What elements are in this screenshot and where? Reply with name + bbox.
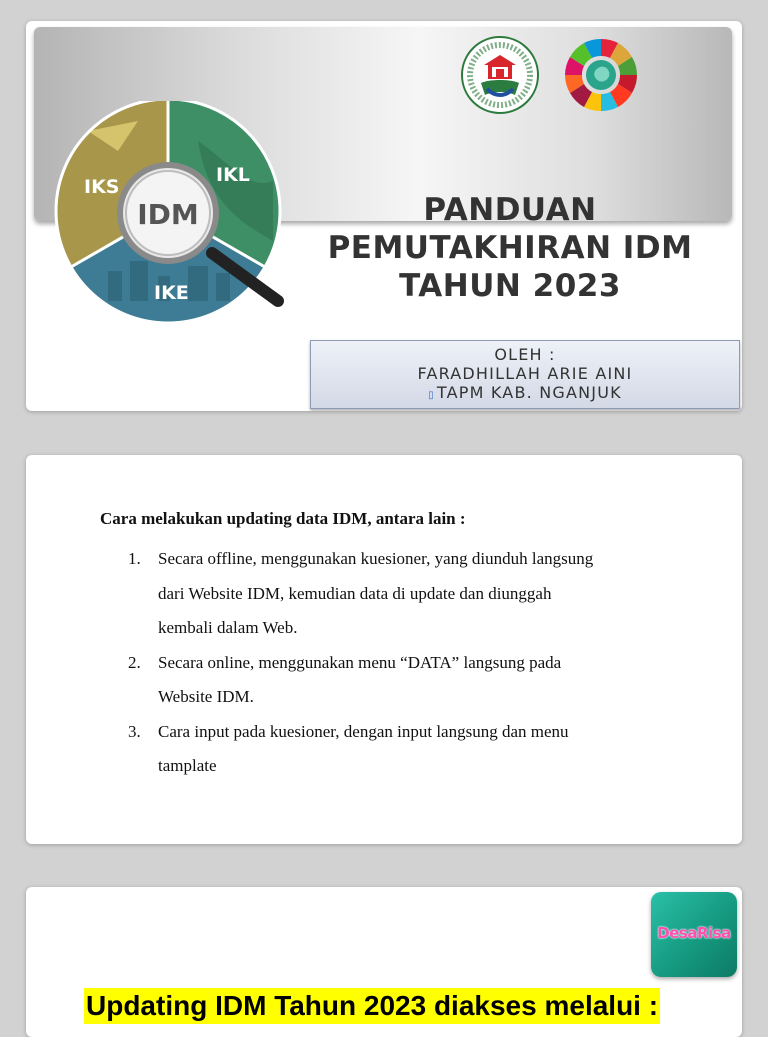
wheel-label-iks: IKS <box>84 176 120 198</box>
list-line: Website IDM. <box>158 687 254 706</box>
title-line-3: TAHUN 2023 <box>399 268 621 304</box>
instructions-text <box>100 505 680 784</box>
title-line-2: PEMUTAKHIRAN IDM <box>327 230 693 266</box>
bullet-icon: ▯ <box>428 390 435 401</box>
list-number: 3. <box>128 721 141 741</box>
author-role: TAPM KAB. NGANJUK <box>436 383 622 402</box>
title-slide <box>26 21 742 411</box>
idm-index-wheel <box>48 101 318 331</box>
desarisa-logo-text: DesaRisa <box>657 924 731 942</box>
author-by-label: OLEH : <box>494 345 556 364</box>
instructions-list <box>100 542 680 784</box>
list-line: tamplate <box>158 756 217 775</box>
author-name: FARADHILLAH ARIE AINI <box>417 364 633 383</box>
list-line: Secara offline, menggunakan kuesioner, yang diunduh langsung <box>158 549 594 568</box>
wheel-center-label: IDM <box>137 198 199 231</box>
author-box <box>310 340 740 409</box>
wheel-label-ike: IKE <box>154 282 189 304</box>
list-item <box>100 646 680 715</box>
list-item <box>100 715 680 784</box>
list-number: 2. <box>128 652 141 672</box>
list-line: dari Website IDM, kemudian data di update dan diunggah <box>158 583 552 603</box>
desarisa-app-logo <box>651 892 737 977</box>
slide-title <box>296 191 724 305</box>
access-slide <box>26 887 742 1037</box>
instructions-slide <box>26 455 742 844</box>
sdgs-wheel-icon <box>561 35 641 115</box>
list-item <box>100 542 680 646</box>
list-number: 1. <box>128 549 141 568</box>
list-line: Secara online, menggunakan menu “DATA” langsung pada <box>158 652 562 672</box>
list-line: Cara input pada kuesioner, dengan input langsung dan menu <box>158 721 569 741</box>
title-line-1: PANDUAN <box>423 192 597 228</box>
instructions-heading: Cara melakukan updating data IDM, antara lain : <box>100 509 466 528</box>
access-headline: Updating IDM Tahun 2023 diakses melalui : <box>84 988 660 1024</box>
wheel-label-ikl: IKL <box>216 164 250 186</box>
ministry-logo-icon <box>459 35 541 115</box>
list-line: kembali dalam Web. <box>158 618 298 637</box>
author-role-row <box>311 383 739 405</box>
